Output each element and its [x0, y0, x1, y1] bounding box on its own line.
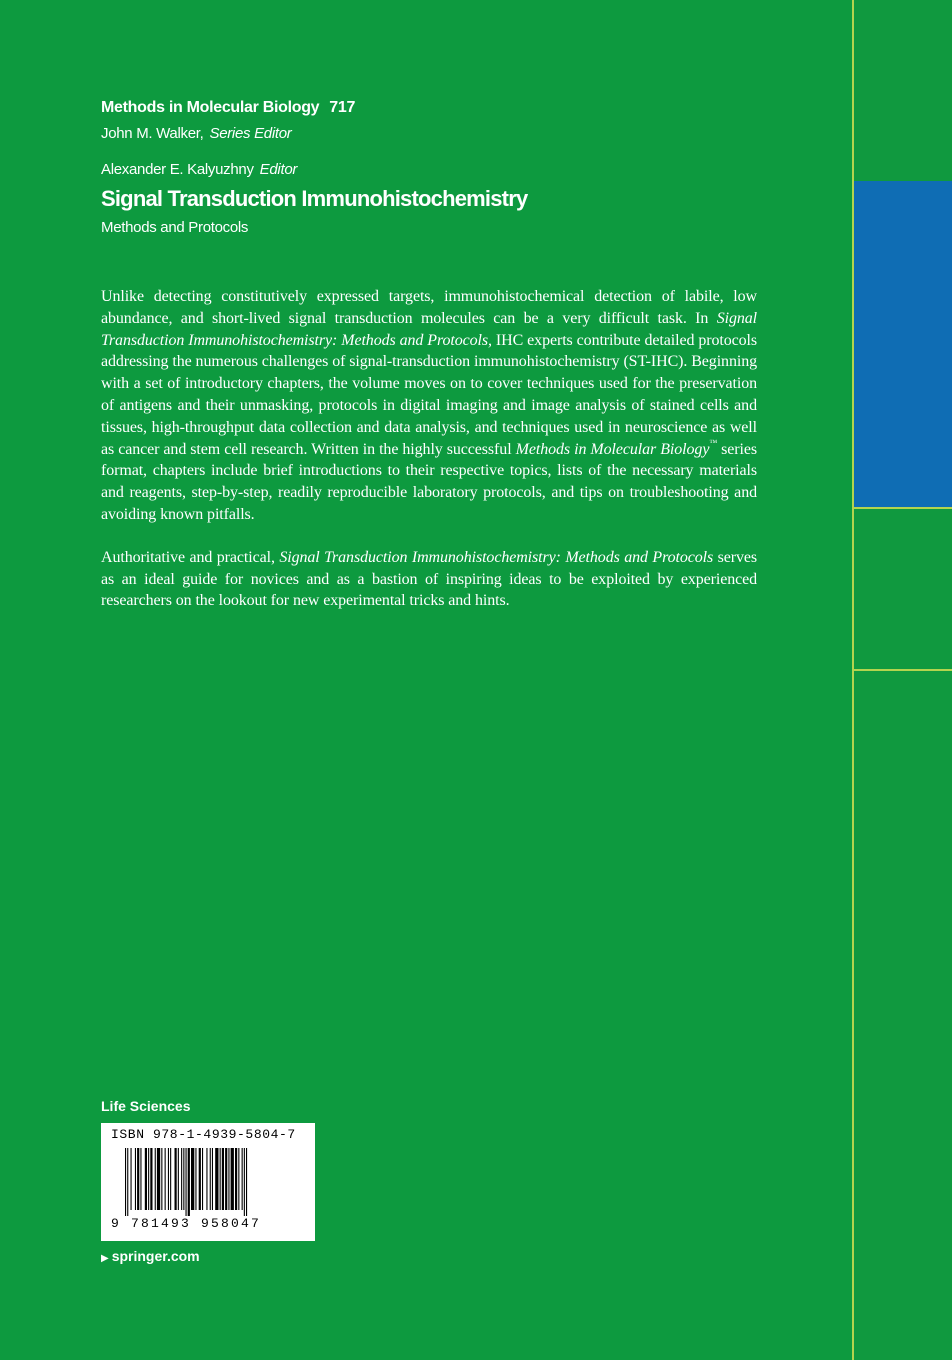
- barcode-bar: [135, 1148, 136, 1210]
- publisher-link[interactable]: [101, 1248, 200, 1264]
- barcode-bar: [127, 1148, 128, 1216]
- trademark-symbol: ™: [709, 437, 718, 447]
- barcode-bar: [246, 1148, 247, 1216]
- barcode-bar: [125, 1148, 126, 1216]
- barcode-bar: [183, 1148, 184, 1210]
- book-subtitle: Methods and Protocols: [101, 219, 249, 236]
- series-volume: 717: [329, 99, 356, 116]
- p1-text-b: IHC experts contribute detailed protocols addressing the numerous challenges of signal-transduction immunohistochemistry (ST-IHC). Beginning with a set of introductory chapters, the volume moves on to cover techniques used for the preservation of antigens and their unmasking, protocols in digital imaging and image analysis of stained cells and tissues, high-throughput data collection and data analysis, and techniques used in neuroscience as well as cancer and stem cell research. Written in the highly successful: [101, 331, 757, 458]
- barcode-bar: [161, 1148, 162, 1210]
- barcode-bar: [235, 1148, 237, 1210]
- barcode-bar: [238, 1148, 239, 1210]
- barcode-bar: [242, 1148, 243, 1210]
- barcode-bar: [181, 1148, 182, 1210]
- spine-rule-lower: [854, 669, 952, 671]
- p1-text-a: Unlike detecting constitutively expressed targets, immunohistochemical detection of labile, low abundance, and short-lived signal transduction molecules can be a very difficult task. In: [101, 288, 757, 327]
- barcode-bar: [188, 1148, 190, 1216]
- barcode-bar: [165, 1148, 166, 1210]
- barcode-bar: [157, 1148, 160, 1210]
- barcode-box: [101, 1123, 315, 1241]
- spine-blue-block: [854, 181, 952, 508]
- volume-editor: [101, 161, 297, 178]
- barcode-bar: [140, 1148, 141, 1210]
- barcode-bar: [150, 1148, 152, 1210]
- book-title: Signal Transduction Immunohistochemistry: [101, 186, 528, 211]
- barcode-bar: [145, 1148, 147, 1210]
- barcode-bar: [220, 1148, 221, 1210]
- barcode-bar: [202, 1148, 203, 1210]
- p2-text-a: Authoritative and practical,: [101, 548, 280, 566]
- description-paragraph-2: [101, 547, 757, 612]
- barcode-bar: [168, 1148, 169, 1210]
- barcode-bar: [215, 1148, 218, 1210]
- description: [101, 286, 757, 633]
- barcode-bar: [170, 1148, 171, 1210]
- barcode-bar: [210, 1148, 211, 1210]
- volume-editor-name: Alexander E. Kalyuzhny: [101, 161, 254, 178]
- volume-editor-role: Editor: [259, 161, 298, 178]
- p1-series-name: Methods in Molecular Biology: [515, 440, 710, 458]
- barcode-bar: [131, 1148, 132, 1210]
- barcode-digits: 9 781493 958047: [111, 1216, 262, 1231]
- barcode-bar: [175, 1148, 177, 1210]
- arrow-right-icon: ▶: [101, 1253, 109, 1264]
- barcode-bar: [195, 1148, 196, 1210]
- barcode-bar: [225, 1148, 227, 1210]
- description-paragraph-1: [101, 286, 757, 526]
- series-name: Methods in Molecular Biology: [101, 99, 320, 116]
- barcode-bar: [191, 1148, 194, 1210]
- barcode-bar: [206, 1148, 207, 1210]
- p1-book-title: Signal Transduction Immunohistochemistry: Methods and Protocols,: [101, 309, 757, 349]
- series-title: [101, 99, 355, 117]
- barcode-bar: [178, 1148, 179, 1210]
- barcode-bar: [231, 1148, 234, 1210]
- barcode-icon: [125, 1148, 291, 1216]
- publisher-url: springer.com: [111, 1248, 200, 1264]
- p2-text-b: serves as an ideal guide for novices and as a bastion of inspiring ideas to be exploited by experienced researchers on the lookout for new experimental tricks and hints.: [101, 548, 757, 610]
- p2-book-title: Signal Transduction Immunohistochemistry: Methods and Protocols: [279, 548, 714, 566]
- subject-category: Life Sciences: [101, 1098, 191, 1114]
- series-editor-role: Series Editor: [209, 125, 292, 142]
- series-editor: [101, 125, 291, 142]
- spine-rule-upper: [854, 507, 952, 509]
- barcode-bar: [228, 1148, 229, 1210]
- barcode-bar: [244, 1148, 245, 1216]
- barcode-bar: [137, 1148, 139, 1210]
- p1-text-c: series format, chapters include brief introductions to their respective topics, lists of the necessary materials and reagents, step-by-step, readily reproducible laboratory protocols, and tips on troubleshooting and avoiding known pitfalls.: [101, 440, 757, 523]
- barcode-bar: [186, 1148, 187, 1216]
- series-editor-name: John M. Walker,: [101, 125, 204, 142]
- barcode-bar: [148, 1148, 149, 1210]
- barcode-bar: [222, 1148, 224, 1210]
- isbn-label: ISBN 978-1-4939-5804-7: [111, 1127, 296, 1142]
- barcode-bar: [199, 1148, 201, 1210]
- barcode-bar: [155, 1148, 156, 1210]
- barcode-bar: [212, 1148, 213, 1210]
